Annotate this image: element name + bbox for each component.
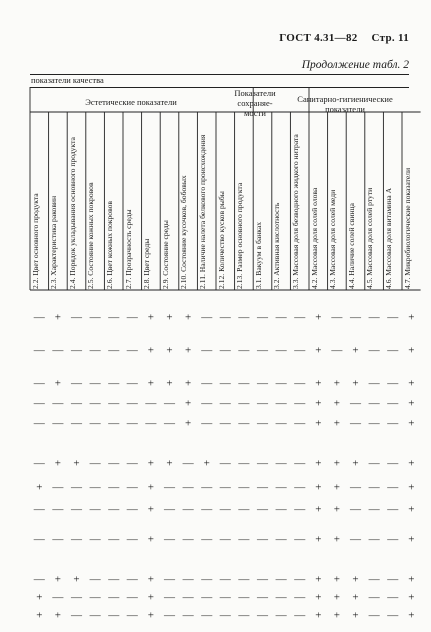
table-cell: — <box>368 573 380 586</box>
quality-caption: показатели качества <box>31 75 104 85</box>
table-cell: — <box>89 417 101 430</box>
table-cell: + <box>147 481 154 494</box>
column-header-2-10: 2.10. Состояние кусочков, бобовых <box>179 175 189 289</box>
table-cell: + <box>408 397 415 410</box>
table-cell: + <box>408 377 415 390</box>
table-cell: + <box>408 591 415 604</box>
table-cell: — <box>126 377 138 390</box>
table-cell: — <box>368 503 380 516</box>
table-cell: — <box>126 481 138 494</box>
group-sanitary: Санитарно-гигиенические показатели <box>297 94 393 114</box>
table-cell: — <box>275 481 287 494</box>
table-cell: — <box>89 533 101 546</box>
table-cell: — <box>89 377 101 390</box>
table-cell: + <box>333 609 340 622</box>
column-header-4-2: 4.2. Массовая доля солей олова <box>309 187 319 289</box>
table-cell: — <box>164 533 175 546</box>
table-cell: + <box>315 311 322 324</box>
table-cell: — <box>89 481 101 494</box>
table-cell: — <box>368 533 380 546</box>
table-cell: — <box>387 377 399 390</box>
table-cell: + <box>333 481 340 494</box>
column-header-2-11: 2.11. Наличие налета белкового происхождения <box>197 134 207 289</box>
table-cell: — <box>108 397 120 410</box>
table-cell: + <box>352 377 359 390</box>
table-cell: + <box>147 377 154 390</box>
table-cell: — <box>219 311 231 324</box>
table-cell: — <box>238 344 250 357</box>
table-cell: — <box>368 457 380 470</box>
table-cell: — <box>219 397 231 410</box>
table-cell: — <box>126 609 138 622</box>
table-cell: — <box>387 311 399 324</box>
table-cell: — <box>201 481 213 494</box>
table-cell: — <box>257 377 268 390</box>
table-cell: + <box>166 377 173 390</box>
table-cell: — <box>350 417 361 430</box>
table-cell: + <box>408 503 415 516</box>
table-cell: — <box>387 344 399 357</box>
standard-number: ГОСТ 4.31—82 <box>279 32 358 44</box>
table-cell: — <box>201 533 213 546</box>
table-cell: — <box>89 311 101 324</box>
table-cell: — <box>71 609 82 622</box>
table-cell: — <box>257 481 268 494</box>
table-cell: — <box>275 457 287 470</box>
table-cell: — <box>89 591 101 604</box>
table-cell: — <box>182 457 194 470</box>
table-cell: + <box>408 457 415 470</box>
table-cell: — <box>219 591 231 604</box>
column-header-3-1: 3.1. Вакуум в банках <box>253 221 263 289</box>
table-cell: — <box>201 609 213 622</box>
table-cell: — <box>294 344 306 357</box>
table-cell: — <box>71 503 82 516</box>
table-cell: — <box>52 344 64 357</box>
table-cell: — <box>350 311 361 324</box>
table-cell: — <box>89 609 101 622</box>
table-cell: — <box>257 417 268 430</box>
table-cell: — <box>52 417 64 430</box>
table-cell: — <box>350 533 361 546</box>
table-cell: — <box>89 573 101 586</box>
table-cell: — <box>126 397 138 410</box>
table-cell: — <box>33 503 45 516</box>
table-cell: + <box>352 457 359 470</box>
table-cell: — <box>164 591 175 604</box>
table-cell: — <box>71 377 82 390</box>
table-cell: + <box>184 397 192 410</box>
table-cell: — <box>108 311 120 324</box>
table-cell: — <box>164 417 175 430</box>
table-cell: — <box>108 503 120 516</box>
table-cell: — <box>368 417 380 430</box>
table-cell: — <box>71 481 82 494</box>
table-cell: + <box>147 591 154 604</box>
table-cell: — <box>219 573 231 586</box>
table-cell: + <box>36 609 43 622</box>
table-cell: — <box>257 457 268 470</box>
column-header-2-2: 2.2. Цвет основного продукта <box>30 193 40 289</box>
table-cell: — <box>145 397 157 410</box>
table-cell: — <box>219 609 231 622</box>
table-cell: — <box>368 481 380 494</box>
column-header-2-8: 2.8. Цвет среды <box>142 238 152 289</box>
table-cell: — <box>294 573 306 586</box>
table-cell: — <box>33 573 45 586</box>
table-cell: — <box>52 503 64 516</box>
table-cell: — <box>52 481 64 494</box>
table-cell: — <box>257 503 268 516</box>
table-cell: + <box>54 609 61 622</box>
table-cell: — <box>368 397 380 410</box>
table-cell: + <box>352 609 359 622</box>
table-cell: — <box>201 503 213 516</box>
table-cell: — <box>350 481 361 494</box>
table-cell: + <box>166 344 173 357</box>
table-cell: — <box>257 591 268 604</box>
table-cell: + <box>315 503 322 516</box>
table-cell: — <box>275 533 287 546</box>
column-header-2-12: 2.12. Количество кусков рыбы <box>216 191 226 289</box>
table-cell: — <box>294 481 306 494</box>
table-cell: — <box>108 609 120 622</box>
column-header-4-3: 4.3. Массовая доля солей меди <box>328 189 338 289</box>
table-cell: + <box>333 377 340 390</box>
group-preservation: Показатели сохраняе-мости <box>234 88 276 118</box>
table-cell: — <box>331 344 343 357</box>
table-cell: — <box>219 377 231 390</box>
table-cell: — <box>219 344 231 357</box>
table-cell: — <box>164 573 175 586</box>
table-cell: — <box>275 397 287 410</box>
table-cell: + <box>184 311 192 324</box>
table-cell: — <box>275 503 287 516</box>
table-cell: — <box>89 457 101 470</box>
table-cell: + <box>408 417 415 430</box>
table-cell: — <box>275 573 287 586</box>
table-cell: — <box>108 591 120 604</box>
table-cell: + <box>73 457 80 470</box>
table-cell: — <box>238 417 250 430</box>
table-cell: — <box>33 417 45 430</box>
table-cell: + <box>315 344 322 357</box>
table-cell: + <box>315 573 322 586</box>
table-cell: + <box>333 503 340 516</box>
table-cell: — <box>33 344 45 357</box>
table-cell: — <box>33 457 45 470</box>
table-cell: — <box>238 533 250 546</box>
table-cell: + <box>184 377 192 390</box>
table-cell: — <box>71 344 82 357</box>
table-cell: + <box>315 377 322 390</box>
table-cell: — <box>387 503 399 516</box>
table-cell: + <box>408 573 415 586</box>
table-cell: — <box>257 533 268 546</box>
table-cell: — <box>257 609 268 622</box>
table-cell: — <box>201 344 213 357</box>
table-cell: — <box>182 573 194 586</box>
column-header-4-4: 4.4. Наличие солей свинца <box>346 203 356 289</box>
table-cell: — <box>219 457 231 470</box>
table-cell: + <box>36 481 43 494</box>
table-cell: + <box>184 417 192 430</box>
table-cell: + <box>147 457 154 470</box>
table-cell: — <box>33 533 45 546</box>
table-cell: — <box>33 377 45 390</box>
table-cell: — <box>238 573 250 586</box>
column-header-3-2: 3.2. Активная кислотность <box>272 202 282 289</box>
table-cell: — <box>126 503 138 516</box>
column-header-3-3: 3.3. Массовая доля безводного жидкого нитрата <box>290 134 300 289</box>
column-header-2-7: 2.7. Прозрачность среды <box>123 209 133 289</box>
table-cell: — <box>219 503 231 516</box>
table-cell: — <box>257 344 268 357</box>
table-cell: — <box>238 397 250 410</box>
table-cell: — <box>182 609 194 622</box>
table-cell: — <box>294 533 306 546</box>
table-cell: — <box>331 311 343 324</box>
table-cell: — <box>368 377 380 390</box>
table-cell: + <box>333 397 340 410</box>
table-cell: + <box>352 591 359 604</box>
table-cell: + <box>333 417 340 430</box>
table-cell: — <box>294 457 306 470</box>
table-cell: — <box>387 533 399 546</box>
table-cell: — <box>201 377 213 390</box>
table-cell: + <box>315 457 322 470</box>
table-cell: + <box>352 573 359 586</box>
table-cell: + <box>352 344 359 357</box>
table-cell: — <box>294 417 306 430</box>
table-cell: — <box>126 457 138 470</box>
table-cell: — <box>71 591 82 604</box>
table-cell: — <box>145 417 157 430</box>
table-cell: — <box>368 311 380 324</box>
table-cell: — <box>164 609 175 622</box>
table-cell: + <box>54 311 61 324</box>
table-cell: — <box>89 344 101 357</box>
column-header-4-6: 4.6. Массовая доля витамина А <box>383 187 393 289</box>
table-cell: + <box>315 481 322 494</box>
table-cell: — <box>126 417 138 430</box>
table-cell: + <box>315 397 322 410</box>
table-cell: — <box>275 311 287 324</box>
table-cell: + <box>315 533 322 546</box>
table-cell: — <box>108 533 120 546</box>
column-header-2-4: 2.4. Порядок укладывания основного продукта <box>67 137 77 289</box>
table-cell: — <box>182 503 194 516</box>
table-cell: — <box>387 609 399 622</box>
table-cell: + <box>147 609 154 622</box>
table-continuation-caption: Продолжение табл. 2 <box>301 59 409 71</box>
table-cell: + <box>408 481 415 494</box>
table-cell: — <box>387 591 399 604</box>
table-cell: — <box>108 344 120 357</box>
table-cell: — <box>238 457 250 470</box>
table-cell: + <box>315 591 322 604</box>
table-cell: — <box>89 503 101 516</box>
table-cell: + <box>333 533 340 546</box>
page-number: Стр. 11 <box>371 32 409 44</box>
column-header-2-3: 2.3. Характеристика раковин <box>49 195 59 289</box>
table-cell: + <box>54 573 61 586</box>
table-cell: — <box>275 609 287 622</box>
table-cell: + <box>203 457 210 470</box>
table-cell: — <box>108 417 120 430</box>
table-cell: — <box>219 417 231 430</box>
table-cell: — <box>182 533 194 546</box>
table-cell: — <box>350 397 361 410</box>
table-cell: — <box>219 481 231 494</box>
table-cell: — <box>164 503 175 516</box>
column-header-2-13: 2.13. Размер основного продукта <box>235 182 245 289</box>
table-cell: — <box>368 609 380 622</box>
table-cell: — <box>257 573 268 586</box>
group-aesthetic: Эстетические показатели <box>85 97 177 107</box>
column-header-4-5: 4.5. Массовая доля солей ртути <box>365 187 375 289</box>
table-cell: + <box>147 311 154 324</box>
table-cell: + <box>166 457 173 470</box>
table-cell: — <box>201 591 213 604</box>
table-cell: — <box>182 481 194 494</box>
table-cell: — <box>201 311 213 324</box>
table-cell: + <box>333 573 340 586</box>
table-cell: — <box>71 417 82 430</box>
table-cell: — <box>387 481 399 494</box>
table-cell: + <box>166 311 173 324</box>
table-cell: — <box>164 481 175 494</box>
table-cell: — <box>275 344 287 357</box>
table-cell: — <box>294 591 306 604</box>
table-cell: — <box>368 591 380 604</box>
column-header-2-6: 2.6. Цвет кожных покровов <box>104 201 114 289</box>
table-cell: — <box>387 573 399 586</box>
column-header-2-9: 2.9. Состояние среды <box>160 220 170 289</box>
table-cell: + <box>408 609 415 622</box>
column-header-2-5: 2.5. Состояние кожных покровов <box>86 182 96 289</box>
table-cell: — <box>294 397 306 410</box>
table-cell: — <box>108 573 120 586</box>
table-cell: — <box>126 573 138 586</box>
table-cell: — <box>368 344 380 357</box>
table-cell: — <box>52 397 64 410</box>
table-cell: — <box>126 311 138 324</box>
table-cell: + <box>333 457 340 470</box>
table-cell: — <box>275 591 287 604</box>
table-cell: — <box>294 311 306 324</box>
table-cell: — <box>201 417 213 430</box>
table-cell: — <box>108 481 120 494</box>
table-cell: — <box>71 311 82 324</box>
table-cell: — <box>201 397 213 410</box>
table-cell: — <box>108 457 120 470</box>
table-cell: — <box>71 397 82 410</box>
table-cell: — <box>33 397 45 410</box>
table-cell: — <box>89 397 101 410</box>
table-cell: — <box>238 377 250 390</box>
table-cell: + <box>147 503 154 516</box>
table-cell: — <box>294 503 306 516</box>
table-cell: — <box>275 417 287 430</box>
table-cell: — <box>238 591 250 604</box>
table-cell: — <box>387 417 399 430</box>
table-cell: + <box>147 573 154 586</box>
table-cell: — <box>238 503 250 516</box>
table-cell: — <box>33 311 45 324</box>
table-cell: — <box>350 503 361 516</box>
table-cell: + <box>408 533 415 546</box>
table-cell: — <box>219 533 231 546</box>
table-cell: + <box>54 377 61 390</box>
table-cell: — <box>52 533 64 546</box>
column-header-4-7: 4.7. Микробиологические показатели <box>402 167 412 289</box>
table-cell: + <box>315 609 322 622</box>
table-cell: — <box>387 457 399 470</box>
table-cell: — <box>294 377 306 390</box>
table-cell: + <box>408 344 415 357</box>
table-cell: + <box>333 591 340 604</box>
table-cell: — <box>275 377 287 390</box>
table-cell: — <box>126 344 138 357</box>
table-cell: — <box>387 397 399 410</box>
table-cell: + <box>147 533 154 546</box>
table-cell: — <box>238 481 250 494</box>
table-cell: — <box>108 377 120 390</box>
table-cell: + <box>73 573 80 586</box>
table-cell: + <box>408 311 415 324</box>
table-cell: — <box>238 311 250 324</box>
table-cell: — <box>257 397 268 410</box>
table-cell: + <box>54 457 61 470</box>
table-cell: — <box>201 573 213 586</box>
table-cell: + <box>315 417 322 430</box>
table-cell: + <box>184 344 192 357</box>
table-cell: — <box>126 533 138 546</box>
table-cell: — <box>52 591 64 604</box>
table-cell: — <box>126 591 138 604</box>
table-cell: — <box>71 533 82 546</box>
table-cell: — <box>182 591 194 604</box>
table-cell: — <box>164 397 175 410</box>
table-cell: — <box>257 311 268 324</box>
table-cell: + <box>36 591 43 604</box>
table-cell: — <box>294 609 306 622</box>
table-cell: — <box>238 609 250 622</box>
table-cell: + <box>147 344 154 357</box>
